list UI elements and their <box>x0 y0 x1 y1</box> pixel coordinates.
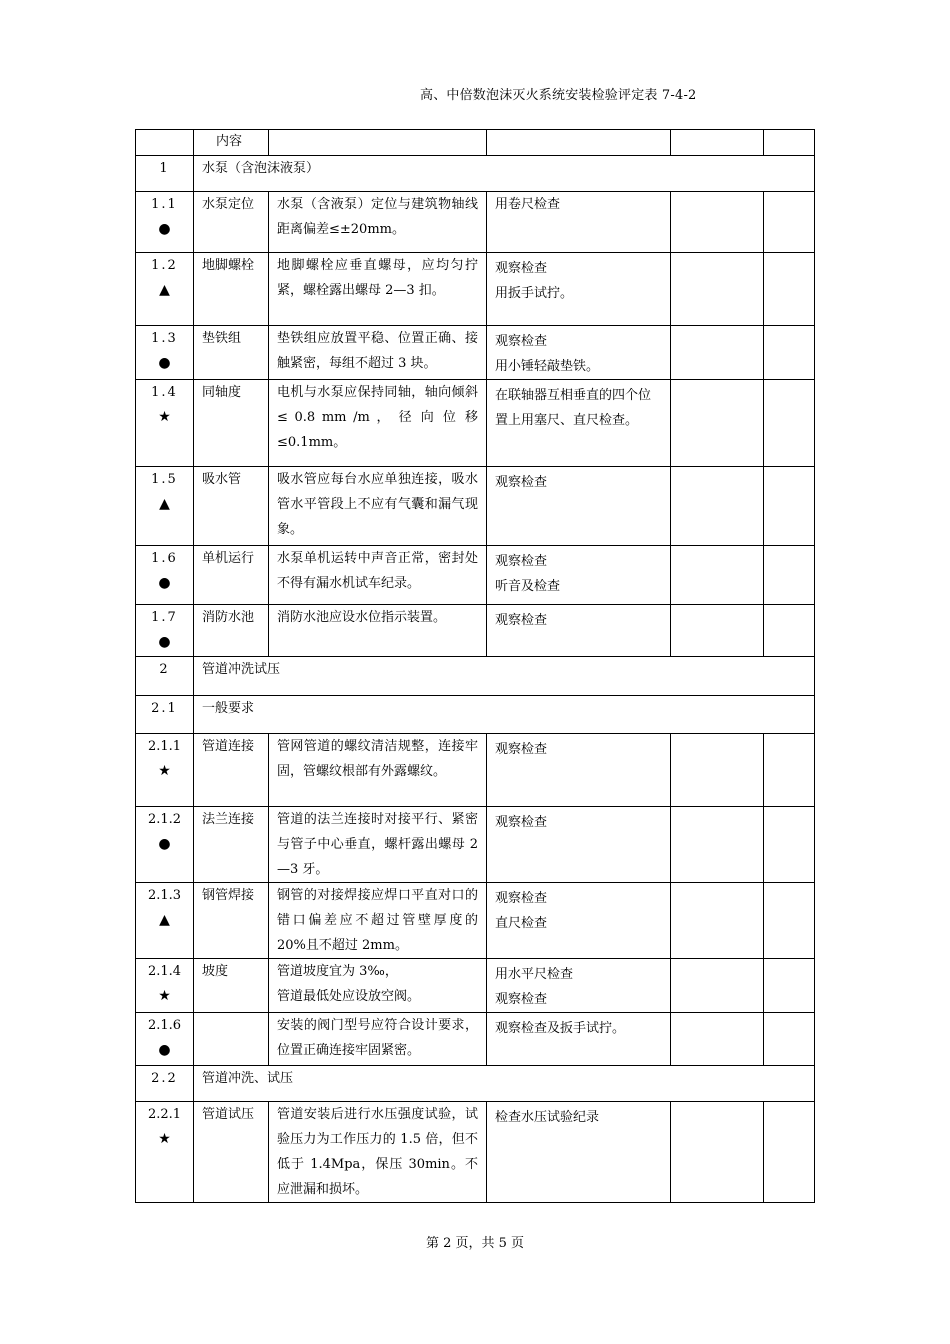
section-row <box>136 657 815 696</box>
item-name: 坡度 <box>194 959 269 1013</box>
table-row <box>136 192 815 253</box>
inspection-method: 用卷尺检查 <box>487 192 671 253</box>
inspection-method: 观察检查 用小锤轻敲垫铁。 <box>487 326 671 380</box>
item-number: 1.5 <box>151 472 178 487</box>
item-number: 2.1.2 <box>147 812 182 827</box>
item-name: 垫铁组 <box>194 326 269 380</box>
grade-mark-icon: ★ <box>158 1131 171 1147</box>
result-cell <box>671 883 764 959</box>
item-name <box>194 1013 269 1066</box>
inspection-method: 观察检查 <box>487 734 671 807</box>
inspection-method: 检查水压试验纪录 <box>487 1102 671 1203</box>
remark-cell <box>764 192 815 253</box>
remark-cell <box>764 380 815 467</box>
item-number-cell <box>136 1013 194 1066</box>
inspection-method: 观察检查 听音及检查 <box>487 546 671 605</box>
result-cell <box>671 253 764 326</box>
inspection-method: 观察检查 用扳手试拧。 <box>487 253 671 326</box>
item-number-cell <box>136 807 194 883</box>
result-cell <box>671 959 764 1013</box>
result-cell <box>671 605 764 657</box>
remark-cell <box>764 807 815 883</box>
header-cell-remark <box>764 130 815 156</box>
remark-cell <box>764 546 815 605</box>
item-requirement: 安装的阀门型号应符合设计要求，位置正确连接牢固紧密。 <box>269 1013 487 1066</box>
section-title: 水泵（含泡沫液泵） <box>194 156 815 192</box>
item-number-cell <box>136 326 194 380</box>
grade-mark-icon: ● <box>158 1042 171 1058</box>
header-cell-content: 内容 <box>194 130 269 156</box>
result-cell <box>671 1013 764 1066</box>
grade-mark-icon: ▲ <box>159 496 170 512</box>
item-requirement: 管网管道的螺纹清洁规整，连接牢固，管螺纹根部有外露螺纹。 <box>269 734 487 807</box>
document-header: 高、中倍数泡沫灭火系统安装检验评定表 7-4-2 <box>420 88 697 103</box>
item-name: 管道试压 <box>194 1102 269 1203</box>
item-name: 法兰连接 <box>194 807 269 883</box>
section-number: 1 <box>136 156 194 192</box>
grade-mark-icon: ▲ <box>159 282 170 298</box>
item-number-cell <box>136 883 194 959</box>
item-number-cell <box>136 734 194 807</box>
table-row <box>136 605 815 657</box>
item-number-cell <box>136 959 194 1013</box>
header-cell-req <box>269 130 487 156</box>
item-name: 钢管焊接 <box>194 883 269 959</box>
item-name: 地脚螺栓 <box>194 253 269 326</box>
inspection-method: 观察检查 <box>487 605 671 657</box>
result-cell <box>671 734 764 807</box>
item-number: 1.6 <box>151 551 178 566</box>
item-requirement: 水泵单机运转中声音正常，密封处不得有漏水机试车纪录。 <box>269 546 487 605</box>
section-title: 管道冲洗试压 <box>194 657 815 696</box>
section-row <box>136 1066 815 1102</box>
section-number: 2.2 <box>136 1066 194 1102</box>
section-title: 一般要求 <box>194 696 815 734</box>
remark-cell <box>764 1102 815 1203</box>
item-number: 1.3 <box>151 331 178 346</box>
item-number-cell <box>136 253 194 326</box>
grade-mark-icon: ★ <box>158 409 171 425</box>
inspection-method: 在联轴器互相垂直的四个位置上用塞尺、直尺检查。 <box>487 380 671 467</box>
item-requirement: 管道安装后进行水压强度试验，试验压力为工作压力的 1.5 倍，但不低于 1.4Mpa，保压 30min。不应泄漏和损坏。 <box>269 1102 487 1203</box>
table-row <box>136 253 815 326</box>
inspection-method: 观察检查 <box>487 807 671 883</box>
item-requirement: 吸水管应每台水应单独连接，吸水管水平管段上不应有气囊和漏气现象。 <box>269 467 487 546</box>
item-name: 单机运行 <box>194 546 269 605</box>
inspection-table <box>135 129 815 1203</box>
remark-cell <box>764 605 815 657</box>
remark-cell <box>764 959 815 1013</box>
item-number-cell <box>136 380 194 467</box>
result-cell <box>671 467 764 546</box>
item-number: 1.2 <box>151 258 178 273</box>
grade-mark-icon: ★ <box>158 988 171 1004</box>
item-requirement: 消防水池应设水位指示装置。 <box>269 605 487 657</box>
item-number-cell <box>136 1102 194 1203</box>
table-row <box>136 380 815 467</box>
table-row <box>136 546 815 605</box>
result-cell <box>671 192 764 253</box>
table-header-row <box>136 130 815 156</box>
section-row <box>136 156 815 192</box>
remark-cell <box>764 326 815 380</box>
item-requirement: 钢管的对接焊接应焊口平直对口的错口偏差应不超过管壁厚度的 20%且不超过 2mm。 <box>269 883 487 959</box>
table-row <box>136 734 815 807</box>
table-row <box>136 467 815 546</box>
item-number-cell <box>136 467 194 546</box>
inspection-method: 观察检查 直尺检查 <box>487 883 671 959</box>
item-number-cell <box>136 546 194 605</box>
item-name: 管道连接 <box>194 734 269 807</box>
item-requirement: 管道坡度宜为 3‰， 管道最低处应设放空阀。 <box>269 959 487 1013</box>
grade-mark-icon: ● <box>158 355 171 371</box>
grade-mark-icon: ● <box>158 221 171 237</box>
result-cell <box>671 1102 764 1203</box>
item-requirement: 垫铁组应放置平稳、位置正确、接触紧密，每组不超过 3 块。 <box>269 326 487 380</box>
item-number: 2.1.1 <box>147 739 182 754</box>
remark-cell <box>764 467 815 546</box>
table-row <box>136 959 815 1013</box>
item-number: 2.2.1 <box>147 1107 182 1122</box>
item-requirement: 水泵（含液泵）定位与建筑物轴线距离偏差≤±20mm。 <box>269 192 487 253</box>
section-title: 管道冲洗、试压 <box>194 1066 815 1102</box>
grade-mark-icon: ● <box>158 575 171 591</box>
section-row <box>136 696 815 734</box>
table-row <box>136 807 815 883</box>
inspection-method: 观察检查 <box>487 467 671 546</box>
inspection-method: 用水平尺检查 观察检查 <box>487 959 671 1013</box>
page-footer: 第 2 页，共 5 页 <box>425 1236 525 1251</box>
item-number: 2.1.3 <box>147 888 182 903</box>
item-name: 水泵定位 <box>194 192 269 253</box>
remark-cell <box>764 734 815 807</box>
remark-cell <box>764 253 815 326</box>
remark-cell <box>764 1013 815 1066</box>
grade-mark-icon: ★ <box>158 763 171 779</box>
table-row <box>136 1013 815 1066</box>
item-requirement: 电机与水泵应保持同轴，轴向倾斜 ≤ 0.8 mm /m ， 径 向 位 移≤0.1mm。 <box>269 380 487 467</box>
grade-mark-icon: ▲ <box>159 912 170 928</box>
item-number: 1.4 <box>151 385 178 400</box>
item-number-cell <box>136 605 194 657</box>
item-requirement: 地脚螺栓应垂直螺母，应均匀拧紧，螺栓露出螺母 2—3 扣。 <box>269 253 487 326</box>
item-requirement: 管道的法兰连接时对接平行、紧密与管子中心垂直，螺杆露出螺母 2—3 牙。 <box>269 807 487 883</box>
item-name: 吸水管 <box>194 467 269 546</box>
section-number: 2 <box>136 657 194 696</box>
item-number: 1.1 <box>151 197 178 212</box>
item-number: 1.7 <box>151 610 178 625</box>
result-cell <box>671 380 764 467</box>
remark-cell <box>764 883 815 959</box>
item-number: 2.1.6 <box>147 1018 182 1033</box>
section-number: 2.1 <box>136 696 194 734</box>
grade-mark-icon: ● <box>158 634 171 650</box>
grade-mark-icon: ● <box>158 836 171 852</box>
item-number-cell <box>136 192 194 253</box>
result-cell <box>671 326 764 380</box>
item-name: 同轴度 <box>194 380 269 467</box>
inspection-method: 观察检查及扳手试拧。 <box>487 1013 671 1066</box>
table-row <box>136 1102 815 1203</box>
result-cell <box>671 807 764 883</box>
header-cell-result <box>671 130 764 156</box>
result-cell <box>671 546 764 605</box>
item-name: 消防水池 <box>194 605 269 657</box>
table-row <box>136 883 815 959</box>
header-cell-num <box>136 130 194 156</box>
table-row <box>136 326 815 380</box>
item-number: 2.1.4 <box>147 964 182 979</box>
header-cell-method <box>487 130 671 156</box>
